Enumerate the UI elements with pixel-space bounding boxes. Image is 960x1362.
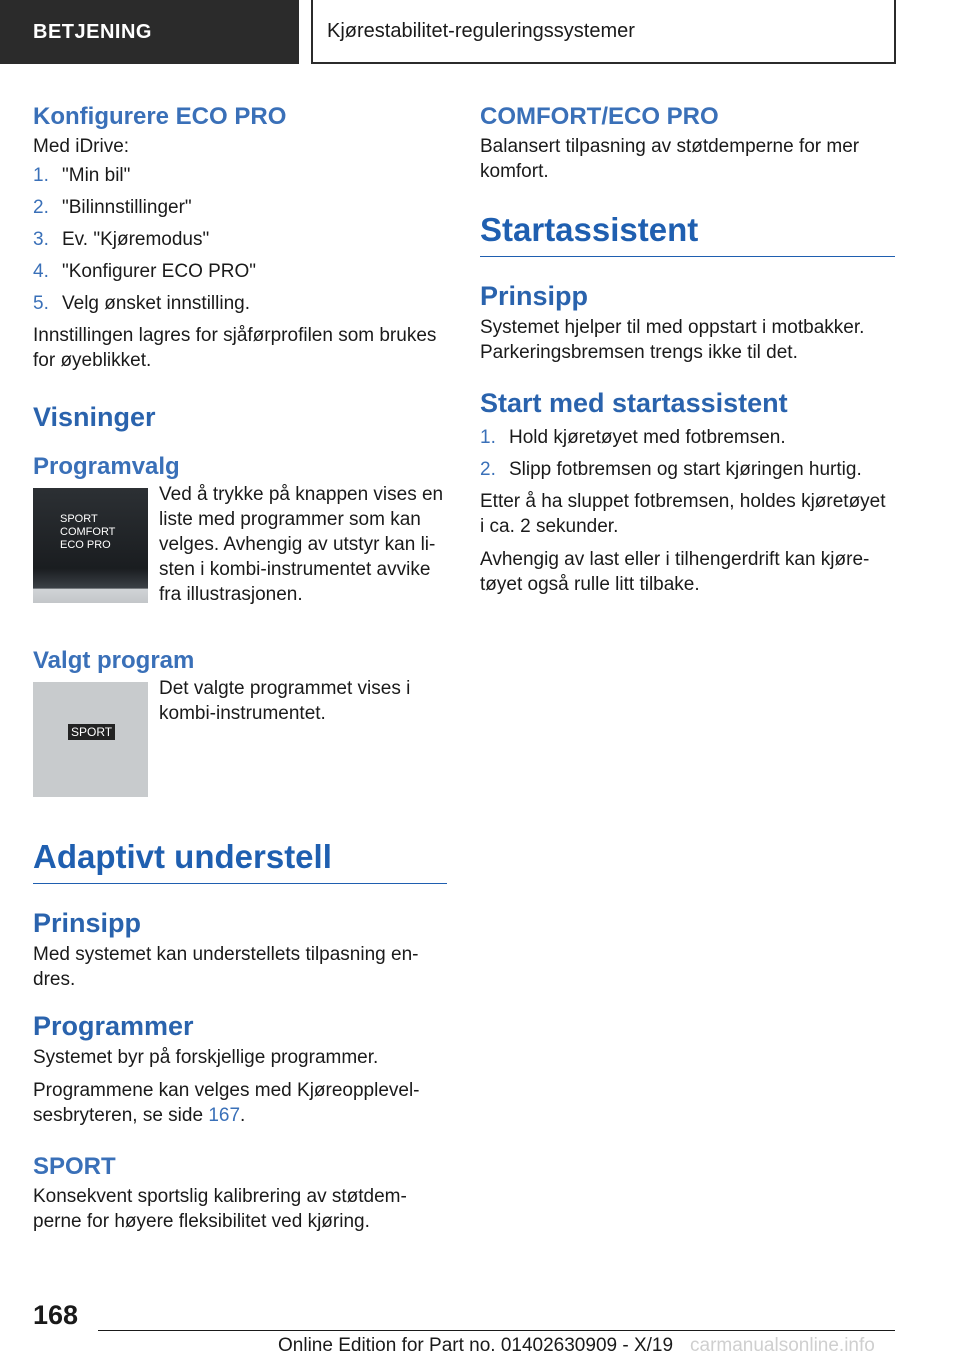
program-menu-image	[33, 488, 148, 603]
comfort-eco-heading: COMFORT/ECO PRO	[480, 103, 719, 130]
visninger-heading: Visninger	[33, 402, 156, 432]
list-item: 1. "Min bil"	[33, 165, 131, 186]
programmer-ref-line: sesbryteren, se side 167.	[33, 1105, 246, 1126]
page-ref-link[interactable]: 167	[208, 1105, 241, 1126]
start-steps	[480, 425, 895, 482]
right-column: COMFORT/ECO PRO Balansert tilpasning av støtdemperne for mer komfort. Startassistent Prinsipp Systemet hjelper til med oppstart i motbakker. Parkeringsbremsen trengs ikke til det. Start med startassistent 1. Hold kjøretøyet med fotbremsen. 2. Slipp fotbremsen og start kjøringen hurtig. Etter å ha sluppet fotbremsen, holdes kjøretøyet i ca. 2 sekunder. Avhengig av last eller i tilhengerdrift kan kjøre- tøyet også rulle litt tilbake.	[480, 100, 895, 597]
list-item: 2. "Bilinnstillinger"	[33, 197, 192, 218]
header-section	[0, 0, 299, 64]
valgt-program-figure	[33, 678, 447, 797]
sport-badge: SPORT	[68, 724, 115, 740]
header-chapter	[311, 0, 896, 64]
eco-pro-note-line: Innstillingen lagres for sjåførprofilen som brukes	[33, 325, 437, 346]
footer-divider	[98, 1330, 895, 1331]
sport-heading: SPORT	[33, 1153, 116, 1180]
valgt-program-heading: Valgt program	[33, 647, 195, 674]
list-item: 2. Slipp fotbremsen og start kjøringen hurtig.	[480, 459, 862, 480]
page-number: 168	[33, 1300, 79, 1330]
prinsipp-heading: Prinsipp	[33, 908, 142, 938]
programvalg-text: Ved å trykke på knappen vises en liste med programmer som kan velges. Avhengig av utstyr kan li- sten i kombi-instrumentet avvike fra illustrasjonen.	[159, 484, 444, 605]
eco-pro-steps	[33, 163, 447, 316]
adaptivt-understell-heading: Adaptivt understell	[33, 835, 447, 884]
header-section-label: BETJENING	[33, 20, 152, 43]
list-item: 4. "Konfigurer ECO PRO"	[33, 261, 257, 282]
header-chapter-label: Kjørestabilitet-reguleringssystemer	[327, 19, 635, 42]
eco-pro-intro: Med iDrive:	[33, 136, 130, 157]
programmer-heading: Programmer	[33, 1011, 194, 1041]
start-med-heading: Start med startassistent	[480, 388, 788, 418]
edition-note: Online Edition for Part no. 01402630909 - X/19	[278, 1335, 674, 1356]
left-column: Konfigurere ECO PRO Med iDrive: 1. "Min bil" 2. "Bilinnstillinger" 3. Ev. "Kjøremodus" 4. "Konfigurer ECO PRO" 5. Velg ønsket innstilling. Innstillingen lagres for sjåførprofilen som brukes for øyeblikket. Visninger Programvalg SPORT COMFORT ECO PRO Ved å trykke på knappen vises en liste med programmer som kan velges. Avhengig av utstyr kan li- sten i kombi-instrumentet avvike fra illustrasjonen. Valgt program SPORT Det valgte programmet vises i kombi-instrumentet. Adaptivt understell Prinsipp Med systemet kan understellets tilpasning en- dres. Programmer Systemet byr på forskjellige programmer. Programmene kan velges med Kjøreopplevel- sesbryteren, se side 167. SPORT Konsekvent sportslig kalibrering av støtdem- perne for høyere fleksibilitet ved kjøring.	[33, 100, 447, 1234]
watermark: carmanualsonline.info	[690, 1335, 875, 1356]
eco-pro-note-line: for øyeblikket.	[33, 350, 152, 371]
programvalg-figure	[33, 484, 447, 607]
eco-pro-heading: Konfigurere ECO PRO	[33, 103, 287, 130]
prinsipp-heading: Prinsipp	[480, 281, 589, 311]
programvalg-heading: Programvalg	[33, 453, 180, 480]
program-menu-list: SPORT COMFORT ECO PRO	[60, 513, 116, 551]
list-item: 1. Hold kjøretøyet med fotbremsen.	[480, 427, 786, 448]
startassistent-heading: Startassistent	[480, 208, 895, 257]
valgt-program-text: Det valgte programmet vises i kombi-instrumentet.	[159, 678, 411, 724]
list-item: 3. Ev. "Kjøremodus"	[33, 229, 210, 250]
selected-program-image	[33, 682, 148, 797]
list-item: 5. Velg ønsket innstilling.	[33, 293, 250, 314]
